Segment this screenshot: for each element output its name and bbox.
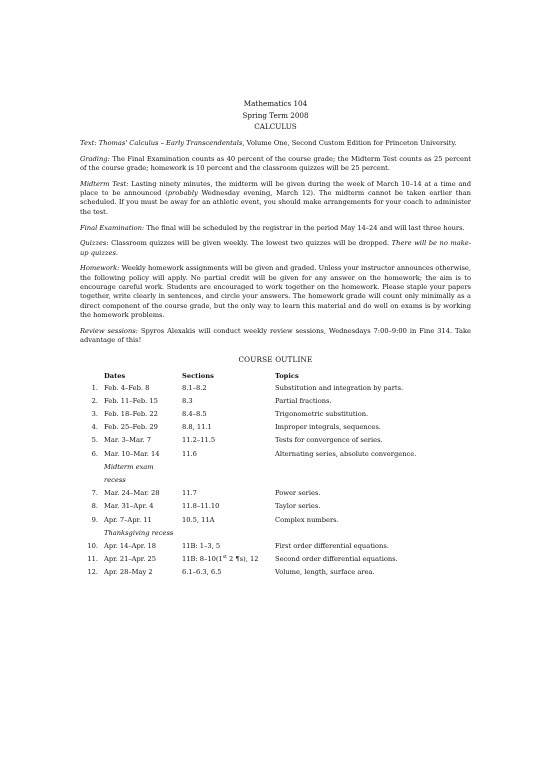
row-sections <box>182 555 275 564</box>
textbook-title: Thomas' Calculus – Early Transcendentals <box>98 139 243 147</box>
review-label: Review sessions: <box>80 326 138 335</box>
row-sections-text: 8.3 <box>182 396 193 405</box>
row-topic: Alternating series, absolute convergence. <box>275 449 417 458</box>
row-sections <box>182 542 275 551</box>
row-topic: Partial fractions. <box>275 396 332 405</box>
outline-row <box>82 516 471 529</box>
outline-note-row <box>82 529 471 542</box>
text-label: Text: <box>80 139 97 147</box>
row-sections <box>182 516 275 525</box>
outline-row <box>82 542 471 555</box>
row-number: 3. <box>91 410 98 419</box>
row-dates: Feb. 11–Feb. 15 <box>104 396 158 405</box>
outline-note-row <box>82 463 471 476</box>
outline-row <box>82 410 471 423</box>
row-sections <box>182 436 275 445</box>
row-topic: Second order differential equations. <box>275 555 398 564</box>
row-number: 6. <box>91 449 98 458</box>
row-sections-text: 11B: 1–3, 5 <box>182 541 221 550</box>
row-sections-text: 11B: 8–10(1 <box>182 555 223 564</box>
outline-row <box>82 502 471 515</box>
row-number: 9. <box>91 515 98 524</box>
quizzes-body: Classroom quizzes will be given weekly. The lowest two quizzes will be dropped. <box>111 239 390 248</box>
row-topic: Complex numbers. <box>275 515 339 524</box>
outline-row <box>82 489 471 502</box>
text-body: , Volume One, Second Custom Edition for Princeton University. <box>242 139 457 147</box>
row-sections <box>182 568 275 577</box>
grading-label: Grading: <box>80 154 110 163</box>
outline-header-row <box>82 372 471 384</box>
midterm-probably: probably <box>167 189 198 198</box>
outline-row <box>82 450 471 463</box>
row-topic: Taylor series. <box>275 502 321 511</box>
row-number: 1. <box>91 383 98 392</box>
row-sections-text: 6.1–6.3, 6.5 <box>182 568 222 577</box>
review-paragraph <box>80 327 471 346</box>
final-paragraph <box>80 224 471 233</box>
row-sections-text: 11.2–11.5 <box>182 436 216 445</box>
outline-row <box>82 423 471 436</box>
review-body: Spyros Alexakis will conduct weekly review sessions, Wednesdays 7:00–9:00 in Fine 314. Take advantage of this! <box>80 326 471 345</box>
row-sections-text: 10.5, 11A <box>182 515 215 524</box>
row-dates: Feb. 4–Feb. 8 <box>104 383 150 392</box>
row-number: 2. <box>91 396 98 405</box>
row-number: 4. <box>91 423 98 432</box>
row-topic: Volume, length, surface area. <box>275 568 375 577</box>
row-topic: Power series. <box>275 489 321 498</box>
outline-row <box>82 555 471 568</box>
row-dates: Apr. 14–Apr. 18 <box>104 541 157 550</box>
outline-row <box>82 397 471 410</box>
row-sections-text: 8.1–8.2 <box>182 383 207 392</box>
header-topics: Topics <box>275 371 299 380</box>
row-sections <box>182 423 275 432</box>
quizzes-emphasis: There will be no make-up quizzes. <box>80 239 471 257</box>
row-number: 11. <box>87 555 98 564</box>
row-number: 10. <box>87 541 98 550</box>
midterm-body-2: Wednesday evening, March 12). The midterm cannot be taken earlier than scheduled. If you must be away for an athletic event, you should make arrangements for your coach to administer the test. <box>80 189 471 216</box>
row-sections-text: 8.4–8.5 <box>182 410 207 419</box>
row-number: 12. <box>87 568 98 577</box>
row-sections-text: 11.6 <box>182 449 197 458</box>
row-topic: Substitution and integration by parts. <box>275 383 404 392</box>
row-sections <box>182 397 275 406</box>
outline-rows <box>82 384 471 582</box>
row-dates: Feb. 25–Feb. 29 <box>104 423 158 432</box>
row-dates: Mar. 31–Apr. 4 <box>104 502 154 511</box>
row-dates: Mar. 3–Mar. 7 <box>104 436 151 445</box>
course-title: Mathematics 104 <box>243 99 308 108</box>
outline-row <box>82 436 471 449</box>
row-sections <box>182 450 275 459</box>
quizzes-label: Quizzes: <box>80 239 109 248</box>
row-dates: Mar. 24–Mar. 28 <box>104 489 160 498</box>
row-sections-text: 11.7 <box>182 489 197 498</box>
row-number: 5. <box>91 436 98 445</box>
row-dates: Mar. 10–Mar. 14 <box>104 449 160 458</box>
row-sections <box>182 502 275 511</box>
row-sections <box>182 384 275 393</box>
midterm-paragraph <box>80 180 471 217</box>
row-number: 8. <box>91 502 98 511</box>
row-dates: Apr. 21–Apr. 25 <box>104 555 157 564</box>
row-dates: Apr. 28–May 2 <box>104 568 153 577</box>
outline-row <box>82 568 471 581</box>
row-sections-text: 8.8, 11.1 <box>182 423 212 432</box>
midterm-label: Midterm Test: <box>80 179 129 188</box>
row-dates: Thanksgiving recess <box>104 528 174 537</box>
header-dates: Dates <box>104 371 126 380</box>
final-body: The final will be scheduled by the registrar in the period May 14–24 and will last three hours. <box>146 223 465 232</box>
row-dates: recess <box>104 475 126 484</box>
row-dates: Apr. 7–Apr. 11 <box>104 515 152 524</box>
subject-heading: CALCULUS <box>254 122 297 131</box>
header-sections: Sections <box>182 371 214 380</box>
outline-row <box>82 384 471 397</box>
grading-paragraph <box>80 155 471 174</box>
homework-label: Homework: <box>80 264 120 273</box>
text-paragraph <box>80 139 471 148</box>
row-sections-text: 11.8–11.10 <box>182 502 220 511</box>
midterm-body-1: Lasting ninety minutes, the midterm will be given during the week of March 10–14 at a time and place to be announced ( <box>80 179 471 198</box>
row-topic: Improper integrals, sequences. <box>275 423 381 432</box>
row-sections <box>182 489 275 498</box>
row-number: 7. <box>91 489 98 498</box>
syllabus-page <box>80 98 471 581</box>
row-topic: First order differential equations. <box>275 541 389 550</box>
outline-note-row <box>82 476 471 489</box>
quizzes-paragraph <box>80 239 471 258</box>
outline-title: COURSE OUTLINE <box>238 355 313 365</box>
row-sections-superscript: st <box>222 554 227 560</box>
term-line: Spring Term 2008 <box>242 110 309 120</box>
row-sections-tail: 2 ¶s), 12 <box>226 555 259 564</box>
row-dates: Midterm exam <box>104 462 154 471</box>
row-topic: Trigonometric substitution. <box>275 410 369 419</box>
row-sections <box>182 410 275 419</box>
grading-body: The Final Examination counts as 40 percent of the course grade; the Midterm Test counts as 25 percent of the course grade; homework is 10 percent and the classroom quizzes will be 25 percent. <box>80 154 471 173</box>
final-label: Final Examination: <box>80 223 145 232</box>
homework-paragraph <box>80 264 471 320</box>
row-dates: Feb. 18–Feb. 22 <box>104 410 158 419</box>
row-topic: Tests for convergence of series. <box>275 436 383 445</box>
homework-body: Weekly homework assignments will be given and graded. Unless your instructor announces otherwise, the following policy will apply. No partial credit will be given for any answer on the homework; the aim is to encourage careful work. Students are encouraged to work together on the homework. Please staple your papers together, write clearly in sentences, and circle your answers. The homework grade will count only minimally as a direct component of the course grade, but the only way to learn this material and do well on exams is by working the homework problems. <box>80 264 471 319</box>
outline-table <box>82 372 471 582</box>
